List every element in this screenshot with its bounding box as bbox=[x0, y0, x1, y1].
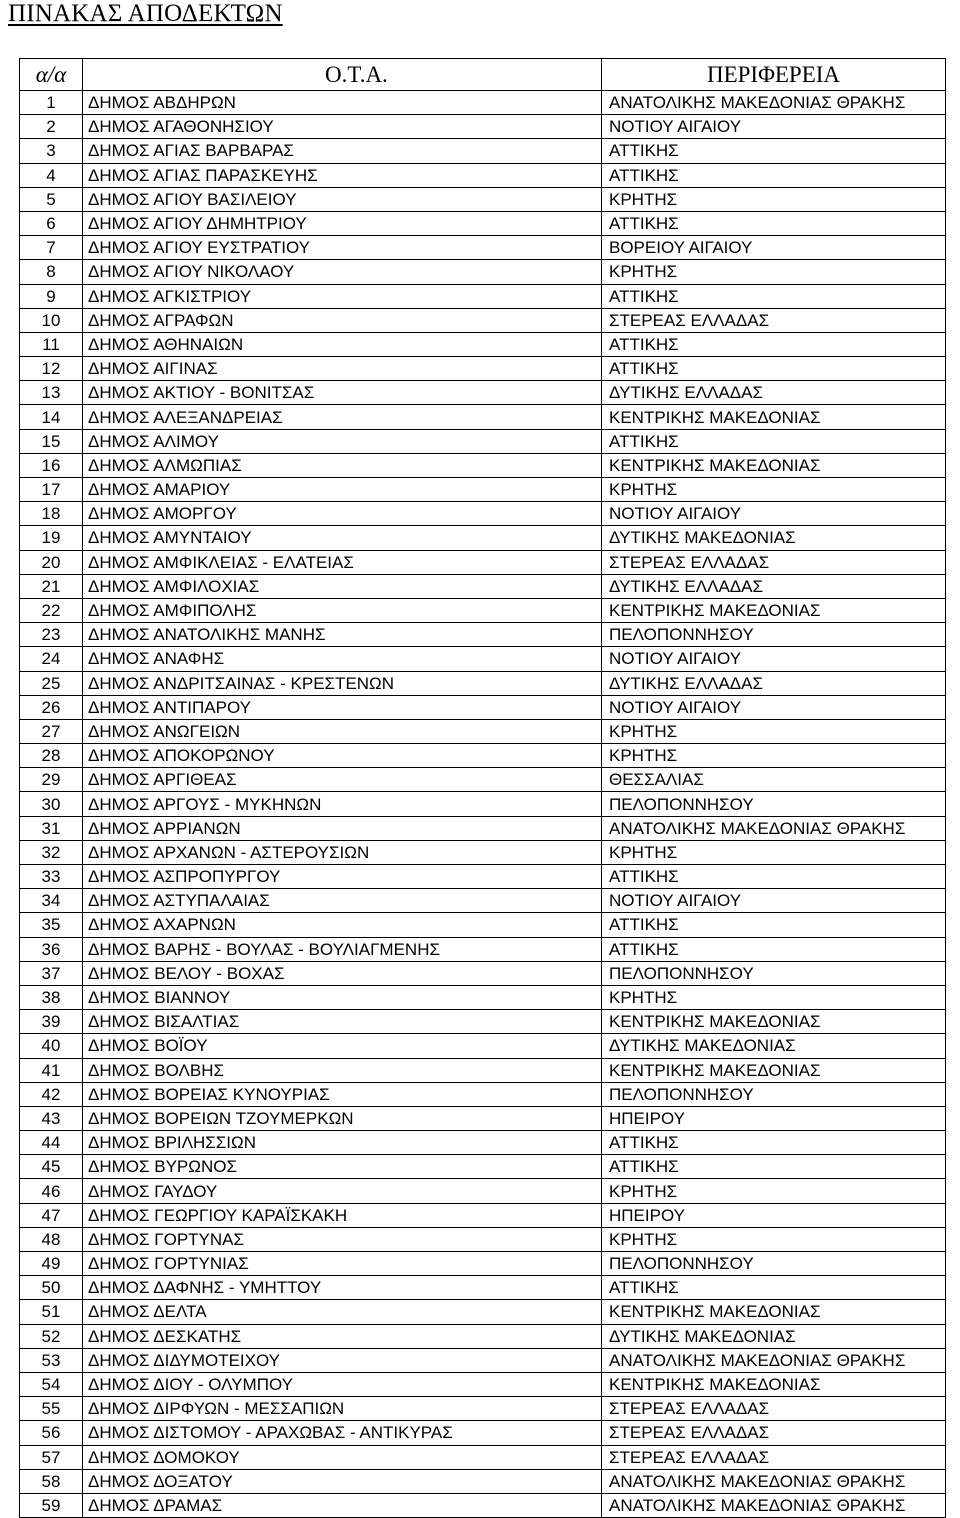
row-number: 46 bbox=[20, 1179, 83, 1203]
row-number: 47 bbox=[20, 1203, 83, 1227]
municipality-name: ΔΗΜΟΣ ΑΜΦΙΚΛΕΙΑΣ - ΕΛΑΤΕΙΑΣ bbox=[83, 550, 602, 574]
row-number: 10 bbox=[20, 308, 83, 332]
table-row bbox=[20, 187, 946, 211]
region-name: ΑΤΤΙΚΗΣ bbox=[602, 139, 946, 163]
row-number: 34 bbox=[20, 889, 83, 913]
row-number: 33 bbox=[20, 865, 83, 889]
table-row bbox=[20, 91, 946, 115]
municipality-name: ΔΗΜΟΣ ΑΝΔΡΙΤΣΑΙΝΑΣ - ΚΡΕΣΤΕΝΩΝ bbox=[83, 671, 602, 695]
municipality-name: ΔΗΜΟΣ ΓΑΥΔΟΥ bbox=[83, 1179, 602, 1203]
municipality-name: ΔΗΜΟΣ ΑΓΙΟΥ ΝΙΚΟΛΑΟΥ bbox=[83, 260, 602, 284]
region-name: ΣΤΕΡΕΑΣ ΕΛΛΑΔΑΣ bbox=[602, 1397, 946, 1421]
region-name: ΑΤΤΙΚΗΣ bbox=[602, 1131, 946, 1155]
table-row bbox=[20, 1300, 946, 1324]
table-row bbox=[20, 816, 946, 840]
table-row bbox=[20, 961, 946, 985]
column-header-number: α/α bbox=[20, 59, 83, 91]
table-row bbox=[20, 598, 946, 622]
table-row bbox=[20, 332, 946, 356]
municipality-name: ΔΗΜΟΣ ΑΡΡΙΑΝΩΝ bbox=[83, 816, 602, 840]
row-number: 55 bbox=[20, 1397, 83, 1421]
row-number: 42 bbox=[20, 1082, 83, 1106]
table-row bbox=[20, 865, 946, 889]
row-number: 12 bbox=[20, 357, 83, 381]
region-name: ΗΠΕΙΡΟΥ bbox=[602, 1203, 946, 1227]
table-row bbox=[20, 211, 946, 235]
row-number: 1 bbox=[20, 91, 83, 115]
municipality-name: ΔΗΜΟΣ ΑΒΔΗΡΩΝ bbox=[83, 91, 602, 115]
table-row bbox=[20, 840, 946, 864]
table-row bbox=[20, 1276, 946, 1300]
region-name: ΑΤΤΙΚΗΣ bbox=[602, 163, 946, 187]
region-name: ΒΟΡΕΙΟΥ ΑΙΓΑΙΟΥ bbox=[602, 236, 946, 260]
region-name: ΚΕΝΤΡΙΚΗΣ ΜΑΚΕΔΟΝΙΑΣ bbox=[602, 1058, 946, 1082]
region-name: ΔΥΤΙΚΗΣ ΕΛΛΑΔΑΣ bbox=[602, 381, 946, 405]
region-name: ΚΡΗΤΗΣ bbox=[602, 840, 946, 864]
row-number: 52 bbox=[20, 1324, 83, 1348]
table-row bbox=[20, 453, 946, 477]
row-number: 3 bbox=[20, 139, 83, 163]
table-row bbox=[20, 1179, 946, 1203]
row-number: 38 bbox=[20, 985, 83, 1009]
page-title: ΠΙΝΑΚΑΣ ΑΠΟΔΕΚΤΩΝ bbox=[8, 0, 283, 27]
municipality-name: ΔΗΜΟΣ ΓΟΡΤΥΝΑΣ bbox=[83, 1227, 602, 1251]
region-name: ΚΡΗΤΗΣ bbox=[602, 478, 946, 502]
row-number: 17 bbox=[20, 478, 83, 502]
row-number: 57 bbox=[20, 1445, 83, 1469]
municipality-name: ΔΗΜΟΣ ΔΟΞΑΤΟΥ bbox=[83, 1469, 602, 1493]
row-number: 32 bbox=[20, 840, 83, 864]
municipality-name: ΔΗΜΟΣ ΑΓΙΟΥ ΔΗΜΗΤΡΙΟΥ bbox=[83, 211, 602, 235]
region-name: ΑΤΤΙΚΗΣ bbox=[602, 332, 946, 356]
region-name: ΔΥΤΙΚΗΣ ΕΛΛΑΔΑΣ bbox=[602, 574, 946, 598]
table-row bbox=[20, 1227, 946, 1251]
municipality-name: ΔΗΜΟΣ ΔΑΦΝΗΣ - ΥΜΗΤΤΟΥ bbox=[83, 1276, 602, 1300]
table-row bbox=[20, 236, 946, 260]
municipality-name: ΔΗΜΟΣ ΓΕΩΡΓΙΟΥ ΚΑΡΑΪΣΚΑΚΗ bbox=[83, 1203, 602, 1227]
table-row bbox=[20, 1252, 946, 1276]
municipality-name: ΔΗΜΟΣ ΔΟΜΟΚΟΥ bbox=[83, 1445, 602, 1469]
table-row bbox=[20, 889, 946, 913]
municipality-name: ΔΗΜΟΣ ΑΝΑΤΟΛΙΚΗΣ ΜΑΝΗΣ bbox=[83, 623, 602, 647]
region-name: ΑΤΤΙΚΗΣ bbox=[602, 913, 946, 937]
row-number: 48 bbox=[20, 1227, 83, 1251]
municipality-name: ΔΗΜΟΣ ΒΟΡΕΙΩΝ ΤΖΟΥΜΕΡΚΩΝ bbox=[83, 1106, 602, 1130]
table-row bbox=[20, 115, 946, 139]
municipality-name: ΔΗΜΟΣ ΑΜΟΡΓΟΥ bbox=[83, 502, 602, 526]
row-number: 35 bbox=[20, 913, 83, 937]
region-name: ΑΤΤΙΚΗΣ bbox=[602, 284, 946, 308]
row-number: 11 bbox=[20, 332, 83, 356]
table-row bbox=[20, 719, 946, 743]
municipality-name: ΔΗΜΟΣ ΒΟΪΟΥ bbox=[83, 1034, 602, 1058]
region-name: ΗΠΕΙΡΟΥ bbox=[602, 1106, 946, 1130]
municipality-name: ΔΗΜΟΣ ΑΜΥΝΤΑΙΟΥ bbox=[83, 526, 602, 550]
row-number: 5 bbox=[20, 187, 83, 211]
municipality-name: ΔΗΜΟΣ ΑΝΤΙΠΑΡΟΥ bbox=[83, 695, 602, 719]
municipality-name: ΔΗΜΟΣ ΔΙΔΥΜΟΤΕΙΧΟΥ bbox=[83, 1348, 602, 1372]
municipality-name: ΔΗΜΟΣ ΑΡΓΙΘΕΑΣ bbox=[83, 768, 602, 792]
row-number: 16 bbox=[20, 453, 83, 477]
region-name: ΑΤΤΙΚΗΣ bbox=[602, 1276, 946, 1300]
municipality-name: ΔΗΜΟΣ ΒΥΡΩΝΟΣ bbox=[83, 1155, 602, 1179]
row-number: 43 bbox=[20, 1106, 83, 1130]
region-name: ΚΡΗΤΗΣ bbox=[602, 719, 946, 743]
region-name: ΑΤΤΙΚΗΣ bbox=[602, 429, 946, 453]
row-number: 14 bbox=[20, 405, 83, 429]
table-row bbox=[20, 381, 946, 405]
table-row bbox=[20, 1106, 946, 1130]
column-header-region: ΠΕΡΙΦΕΡΕΙΑ bbox=[602, 59, 946, 91]
row-number: 49 bbox=[20, 1252, 83, 1276]
table-row bbox=[20, 1493, 946, 1517]
municipality-name: ΔΗΜΟΣ ΑΓΑΘΟΝΗΣΙΟΥ bbox=[83, 115, 602, 139]
row-number: 41 bbox=[20, 1058, 83, 1082]
region-name: ΑΝΑΤΟΛΙΚΗΣ ΜΑΚΕΔΟΝΙΑΣ ΘΡΑΚΗΣ bbox=[602, 1469, 946, 1493]
region-name: ΚΡΗΤΗΣ bbox=[602, 1227, 946, 1251]
region-name: ΝΟΤΙΟΥ ΑΙΓΑΙΟΥ bbox=[602, 115, 946, 139]
row-number: 53 bbox=[20, 1348, 83, 1372]
municipality-name: ΔΗΜΟΣ ΑΓΙΑΣ ΒΑΡΒΑΡΑΣ bbox=[83, 139, 602, 163]
table-row bbox=[20, 163, 946, 187]
region-name: ΔΥΤΙΚΗΣ ΕΛΛΑΔΑΣ bbox=[602, 671, 946, 695]
row-number: 8 bbox=[20, 260, 83, 284]
table-row bbox=[20, 913, 946, 937]
row-number: 26 bbox=[20, 695, 83, 719]
region-name: ΚΕΝΤΡΙΚΗΣ ΜΑΚΕΔΟΝΙΑΣ bbox=[602, 598, 946, 622]
row-number: 2 bbox=[20, 115, 83, 139]
row-number: 36 bbox=[20, 937, 83, 961]
table-row bbox=[20, 550, 946, 574]
table-row bbox=[20, 647, 946, 671]
table-row bbox=[20, 671, 946, 695]
region-name: ΚΡΗΤΗΣ bbox=[602, 1179, 946, 1203]
column-header-municipality: Ο.Τ.Α. bbox=[83, 59, 602, 91]
table-row bbox=[20, 574, 946, 598]
table-row bbox=[20, 937, 946, 961]
region-name: ΠΕΛΟΠΟΝΝΗΣΟΥ bbox=[602, 1082, 946, 1106]
region-name: ΔΥΤΙΚΗΣ ΜΑΚΕΔΟΝΙΑΣ bbox=[602, 1324, 946, 1348]
region-name: ΚΕΝΤΡΙΚΗΣ ΜΑΚΕΔΟΝΙΑΣ bbox=[602, 405, 946, 429]
table-row bbox=[20, 1058, 946, 1082]
municipality-name: ΔΗΜΟΣ ΔΡΑΜΑΣ bbox=[83, 1493, 602, 1517]
region-name: ΑΝΑΤΟΛΙΚΗΣ ΜΑΚΕΔΟΝΙΑΣ ΘΡΑΚΗΣ bbox=[602, 91, 946, 115]
municipality-name: ΔΗΜΟΣ ΑΝΑΦΗΣ bbox=[83, 647, 602, 671]
row-number: 13 bbox=[20, 381, 83, 405]
row-number: 24 bbox=[20, 647, 83, 671]
region-name: ΝΟΤΙΟΥ ΑΙΓΑΙΟΥ bbox=[602, 695, 946, 719]
region-name: ΠΕΛΟΠΟΝΝΗΣΟΥ bbox=[602, 623, 946, 647]
table-row bbox=[20, 985, 946, 1009]
region-name: ΚΕΝΤΡΙΚΗΣ ΜΑΚΕΔΟΝΙΑΣ bbox=[602, 1372, 946, 1396]
table-row bbox=[20, 792, 946, 816]
municipality-name: ΔΗΜΟΣ ΑΡΧΑΝΩΝ - ΑΣΤΕΡΟΥΣΙΩΝ bbox=[83, 840, 602, 864]
municipality-name: ΔΗΜΟΣ ΔΙΟΥ - ΟΛΥΜΠΟΥ bbox=[83, 1372, 602, 1396]
row-number: 56 bbox=[20, 1421, 83, 1445]
row-number: 19 bbox=[20, 526, 83, 550]
municipality-name: ΔΗΜΟΣ ΔΙΡΦΥΩΝ - ΜΕΣΣΑΠΙΩΝ bbox=[83, 1397, 602, 1421]
table-row bbox=[20, 1421, 946, 1445]
municipality-name: ΔΗΜΟΣ ΑΙΓΙΝΑΣ bbox=[83, 357, 602, 381]
table-row bbox=[20, 405, 946, 429]
table-row bbox=[20, 1348, 946, 1372]
row-number: 51 bbox=[20, 1300, 83, 1324]
region-name: ΠΕΛΟΠΟΝΝΗΣΟΥ bbox=[602, 792, 946, 816]
row-number: 18 bbox=[20, 502, 83, 526]
municipality-name: ΔΗΜΟΣ ΑΓΙΟΥ ΕΥΣΤΡΑΤΙΟΥ bbox=[83, 236, 602, 260]
municipality-name: ΔΗΜΟΣ ΒΙΑΝΝΟΥ bbox=[83, 985, 602, 1009]
row-number: 9 bbox=[20, 284, 83, 308]
municipality-name: ΔΗΜΟΣ ΒΑΡΗΣ - ΒΟΥΛΑΣ - ΒΟΥΛΙΑΓΜΕΝΗΣ bbox=[83, 937, 602, 961]
table-row bbox=[20, 478, 946, 502]
table-row bbox=[20, 502, 946, 526]
table-row bbox=[20, 260, 946, 284]
row-number: 45 bbox=[20, 1155, 83, 1179]
table-row bbox=[20, 695, 946, 719]
row-number: 22 bbox=[20, 598, 83, 622]
table-row bbox=[20, 1131, 946, 1155]
row-number: 54 bbox=[20, 1372, 83, 1396]
region-name: ΚΕΝΤΡΙΚΗΣ ΜΑΚΕΔΟΝΙΑΣ bbox=[602, 1300, 946, 1324]
row-number: 29 bbox=[20, 768, 83, 792]
municipality-name: ΔΗΜΟΣ ΑΓΡΑΦΩΝ bbox=[83, 308, 602, 332]
region-name: ΑΤΤΙΚΗΣ bbox=[602, 865, 946, 889]
region-name: ΑΝΑΤΟΛΙΚΗΣ ΜΑΚΕΔΟΝΙΑΣ ΘΡΑΚΗΣ bbox=[602, 1348, 946, 1372]
municipality-name: ΔΗΜΟΣ ΑΛΜΩΠΙΑΣ bbox=[83, 453, 602, 477]
region-name: ΑΤΤΙΚΗΣ bbox=[602, 937, 946, 961]
municipality-name: ΔΗΜΟΣ ΔΕΛΤΑ bbox=[83, 1300, 602, 1324]
table-row bbox=[20, 1082, 946, 1106]
table-row bbox=[20, 357, 946, 381]
row-number: 31 bbox=[20, 816, 83, 840]
region-name: ΝΟΤΙΟΥ ΑΙΓΑΙΟΥ bbox=[602, 502, 946, 526]
table-row bbox=[20, 1324, 946, 1348]
municipality-name: ΔΗΜΟΣ ΒΕΛΟΥ - ΒΟΧΑΣ bbox=[83, 961, 602, 985]
row-number: 4 bbox=[20, 163, 83, 187]
table-row bbox=[20, 308, 946, 332]
region-name: ΑΝΑΤΟΛΙΚΗΣ ΜΑΚΕΔΟΝΙΑΣ ΘΡΑΚΗΣ bbox=[602, 816, 946, 840]
row-number: 6 bbox=[20, 211, 83, 235]
municipality-name: ΔΗΜΟΣ ΒΟΛΒΗΣ bbox=[83, 1058, 602, 1082]
row-number: 21 bbox=[20, 574, 83, 598]
municipality-name: ΔΗΜΟΣ ΑΠΟΚΟΡΩΝΟΥ bbox=[83, 744, 602, 768]
table-row bbox=[20, 139, 946, 163]
table-body bbox=[20, 91, 946, 1518]
municipality-name: ΔΗΜΟΣ ΔΕΣΚΑΤΗΣ bbox=[83, 1324, 602, 1348]
region-name: ΣΤΕΡΕΑΣ ΕΛΛΑΔΑΣ bbox=[602, 550, 946, 574]
row-number: 23 bbox=[20, 623, 83, 647]
region-name: ΚΡΗΤΗΣ bbox=[602, 260, 946, 284]
row-number: 15 bbox=[20, 429, 83, 453]
region-name: ΑΤΤΙΚΗΣ bbox=[602, 1155, 946, 1179]
municipality-name: ΔΗΜΟΣ ΑΓΙΟΥ ΒΑΣΙΛΕΙΟΥ bbox=[83, 187, 602, 211]
region-name: ΔΥΤΙΚΗΣ ΜΑΚΕΔΟΝΙΑΣ bbox=[602, 1034, 946, 1058]
table-row bbox=[20, 1203, 946, 1227]
region-name: ΑΝΑΤΟΛΙΚΗΣ ΜΑΚΕΔΟΝΙΑΣ ΘΡΑΚΗΣ bbox=[602, 1493, 946, 1517]
row-number: 58 bbox=[20, 1469, 83, 1493]
table-row bbox=[20, 1469, 946, 1493]
municipality-name: ΔΗΜΟΣ ΑΜΦΙΛΟΧΙΑΣ bbox=[83, 574, 602, 598]
municipality-name: ΔΗΜΟΣ ΔΙΣΤΟΜΟΥ - ΑΡΑΧΩΒΑΣ - ΑΝΤΙΚΥΡΑΣ bbox=[83, 1421, 602, 1445]
table-row bbox=[20, 1372, 946, 1396]
region-name: ΚΡΗΤΗΣ bbox=[602, 985, 946, 1009]
municipality-name: ΔΗΜΟΣ ΑΧΑΡΝΩΝ bbox=[83, 913, 602, 937]
region-name: ΝΟΤΙΟΥ ΑΙΓΑΙΟΥ bbox=[602, 647, 946, 671]
region-name: ΔΥΤΙΚΗΣ ΜΑΚΕΔΟΝΙΑΣ bbox=[602, 526, 946, 550]
row-number: 20 bbox=[20, 550, 83, 574]
region-name: ΠΕΛΟΠΟΝΝΗΣΟΥ bbox=[602, 1252, 946, 1276]
table-row bbox=[20, 768, 946, 792]
row-number: 25 bbox=[20, 671, 83, 695]
table-row bbox=[20, 1034, 946, 1058]
region-name: ΣΤΕΡΕΑΣ ΕΛΛΑΔΑΣ bbox=[602, 1421, 946, 1445]
row-number: 44 bbox=[20, 1131, 83, 1155]
region-name: ΚΕΝΤΡΙΚΗΣ ΜΑΚΕΔΟΝΙΑΣ bbox=[602, 1010, 946, 1034]
region-name: ΚΡΗΤΗΣ bbox=[602, 744, 946, 768]
municipality-name: ΔΗΜΟΣ ΑΜΑΡΙΟΥ bbox=[83, 478, 602, 502]
municipality-name: ΔΗΜΟΣ ΑΛΙΜΟΥ bbox=[83, 429, 602, 453]
municipality-name: ΔΗΜΟΣ ΒΟΡΕΙΑΣ ΚΥΝΟΥΡΙΑΣ bbox=[83, 1082, 602, 1106]
table-row bbox=[20, 1445, 946, 1469]
region-name: ΠΕΛΟΠΟΝΝΗΣΟΥ bbox=[602, 961, 946, 985]
region-name: ΣΤΕΡΕΑΣ ΕΛΛΑΔΑΣ bbox=[602, 308, 946, 332]
table-row bbox=[20, 623, 946, 647]
region-name: ΑΤΤΙΚΗΣ bbox=[602, 357, 946, 381]
table-row bbox=[20, 1155, 946, 1179]
table-row bbox=[20, 1397, 946, 1421]
municipality-name: ΔΗΜΟΣ ΑΛΕΞΑΝΔΡΕΙΑΣ bbox=[83, 405, 602, 429]
table-row bbox=[20, 526, 946, 550]
row-number: 30 bbox=[20, 792, 83, 816]
region-name: ΘΕΣΣΑΛΙΑΣ bbox=[602, 768, 946, 792]
row-number: 7 bbox=[20, 236, 83, 260]
row-number: 50 bbox=[20, 1276, 83, 1300]
municipality-name: ΔΗΜΟΣ ΑΓΚΙΣΤΡΙΟΥ bbox=[83, 284, 602, 308]
row-number: 40 bbox=[20, 1034, 83, 1058]
municipality-name: ΔΗΜΟΣ ΒΙΣΑΛΤΙΑΣ bbox=[83, 1010, 602, 1034]
municipality-name: ΔΗΜΟΣ ΑΓΙΑΣ ΠΑΡΑΣΚΕΥΗΣ bbox=[83, 163, 602, 187]
row-number: 28 bbox=[20, 744, 83, 768]
region-name: ΣΤΕΡΕΑΣ ΕΛΛΑΔΑΣ bbox=[602, 1445, 946, 1469]
municipality-name: ΔΗΜΟΣ ΓΟΡΤΥΝΙΑΣ bbox=[83, 1252, 602, 1276]
row-number: 27 bbox=[20, 719, 83, 743]
row-number: 39 bbox=[20, 1010, 83, 1034]
table-header-row bbox=[20, 59, 946, 91]
table-row bbox=[20, 744, 946, 768]
region-name: ΚΕΝΤΡΙΚΗΣ ΜΑΚΕΔΟΝΙΑΣ bbox=[602, 453, 946, 477]
table-row bbox=[20, 284, 946, 308]
region-name: ΑΤΤΙΚΗΣ bbox=[602, 211, 946, 235]
municipality-name: ΔΗΜΟΣ ΑΘΗΝΑΙΩΝ bbox=[83, 332, 602, 356]
municipality-name: ΔΗΜΟΣ ΑΚΤΙΟΥ - ΒΟΝΙΤΣΑΣ bbox=[83, 381, 602, 405]
municipality-name: ΔΗΜΟΣ ΑΜΦΙΠΟΛΗΣ bbox=[83, 598, 602, 622]
municipality-name: ΔΗΜΟΣ ΑΝΩΓΕΙΩΝ bbox=[83, 719, 602, 743]
table-row bbox=[20, 429, 946, 453]
row-number: 37 bbox=[20, 961, 83, 985]
municipality-name: ΔΗΜΟΣ ΒΡΙΛΗΣΣΙΩΝ bbox=[83, 1131, 602, 1155]
municipality-name: ΔΗΜΟΣ ΑΣΤΥΠΑΛΑΙΑΣ bbox=[83, 889, 602, 913]
row-number: 59 bbox=[20, 1493, 83, 1517]
table-row bbox=[20, 1010, 946, 1034]
region-name: ΝΟΤΙΟΥ ΑΙΓΑΙΟΥ bbox=[602, 889, 946, 913]
municipality-name: ΔΗΜΟΣ ΑΡΓΟΥΣ - ΜΥΚΗΝΩΝ bbox=[83, 792, 602, 816]
municipality-name: ΔΗΜΟΣ ΑΣΠΡΟΠΥΡΓΟΥ bbox=[83, 865, 602, 889]
recipients-table bbox=[19, 58, 946, 1518]
region-name: ΚΡΗΤΗΣ bbox=[602, 187, 946, 211]
